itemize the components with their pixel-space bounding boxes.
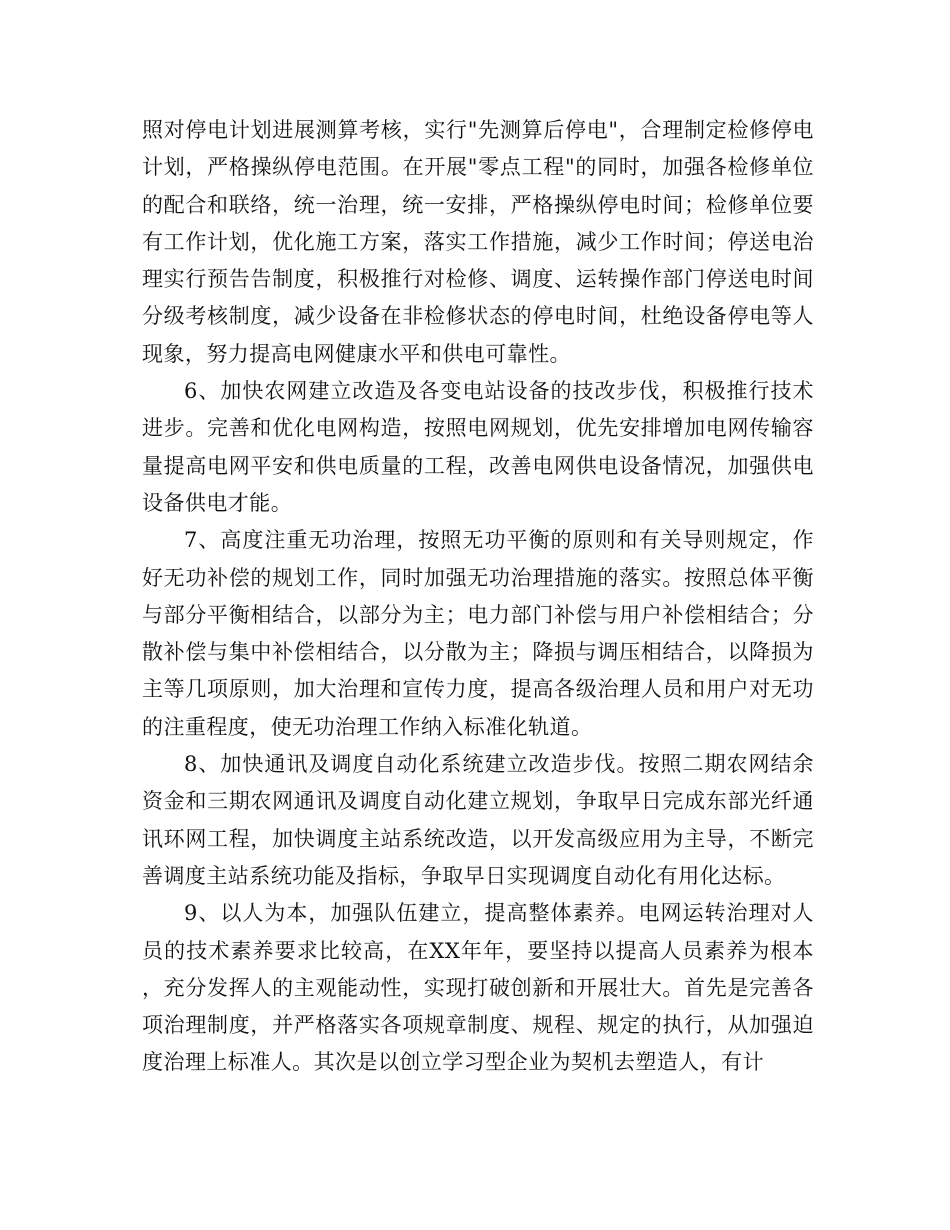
paragraph-item-9: 9、以人为本，加强队伍建立，提高整体素养。电网运转治理对人员的技术素养要求比较高，在XX年年，要坚持以提高人员素养为根本，充分发挥人的主观能动性，实现打破创新和开展壮大。首先是完善各项治理制度，并严格落实各项规章制度、规程、规定的执行，从加强迫度治理上标准人。其次是以创立学习型企业为契机去塑造人，有计 (142, 901, 814, 1075)
paragraph-item-7: 7、高度注重无功治理，按照无功平衡的原则和有关导则规定，作好无功补偿的规划工作，同时加强无功治理措施的落实。按照总体平衡与部分平衡相结合，以部分为主；电力部门补偿与用户补偿相结合；分散补偿与集中补偿相结合，以分散为主；降损与调压相结合，以降损为主等几项原则，加大治理和宣传力度，提高各级治理人员和用户对无功的注重程度，使无功治理工作纳入标准化轨道。 (142, 528, 814, 739)
paragraph-item-6: 6、加快农网建立改造及各变电站设备的技改步伐，积极推行技术进步。完善和优化电网构造，按照电网规划，优先安排增加电网传输容量提高电网平安和供电质量的工程，改善电网供电设备情况，加强供电设备供电才能。 (142, 379, 814, 515)
document-body (142, 112, 814, 1082)
paragraph-continuation: 照对停电计划进展测算考核，实行"先测算后停电"，合理制定检修停电计划，严格操纵停电范围。在开展"零点工程"的同时，加强各检修单位的配合和联络，统一治理，统一安排，严格操纵停电时间；检修单位要有工作计划，优化施工方案，落实工作措施，减少工作时间；停送电治理实行预告告制度，积极推行对检修、调度、运转操作部门停送电时间分级考核制度，减少设备在非检修状态的停电时间，杜绝设备停电等人现象，努力提高电网健康水平和供电可靠性。 (142, 118, 814, 366)
paragraph-item-8: 8、加快通讯及调度自动化系统建立改造步伐。按照二期农网结余资金和三期农网通讯及调度自动化建立规划，争取早日完成东部光纤通讯环网工程，加快调度主站系统改造，以开发高级应用为主导，不断完善调度主站系统功能及指标，争取早日实现调度自动化有用化达标。 (142, 752, 814, 888)
